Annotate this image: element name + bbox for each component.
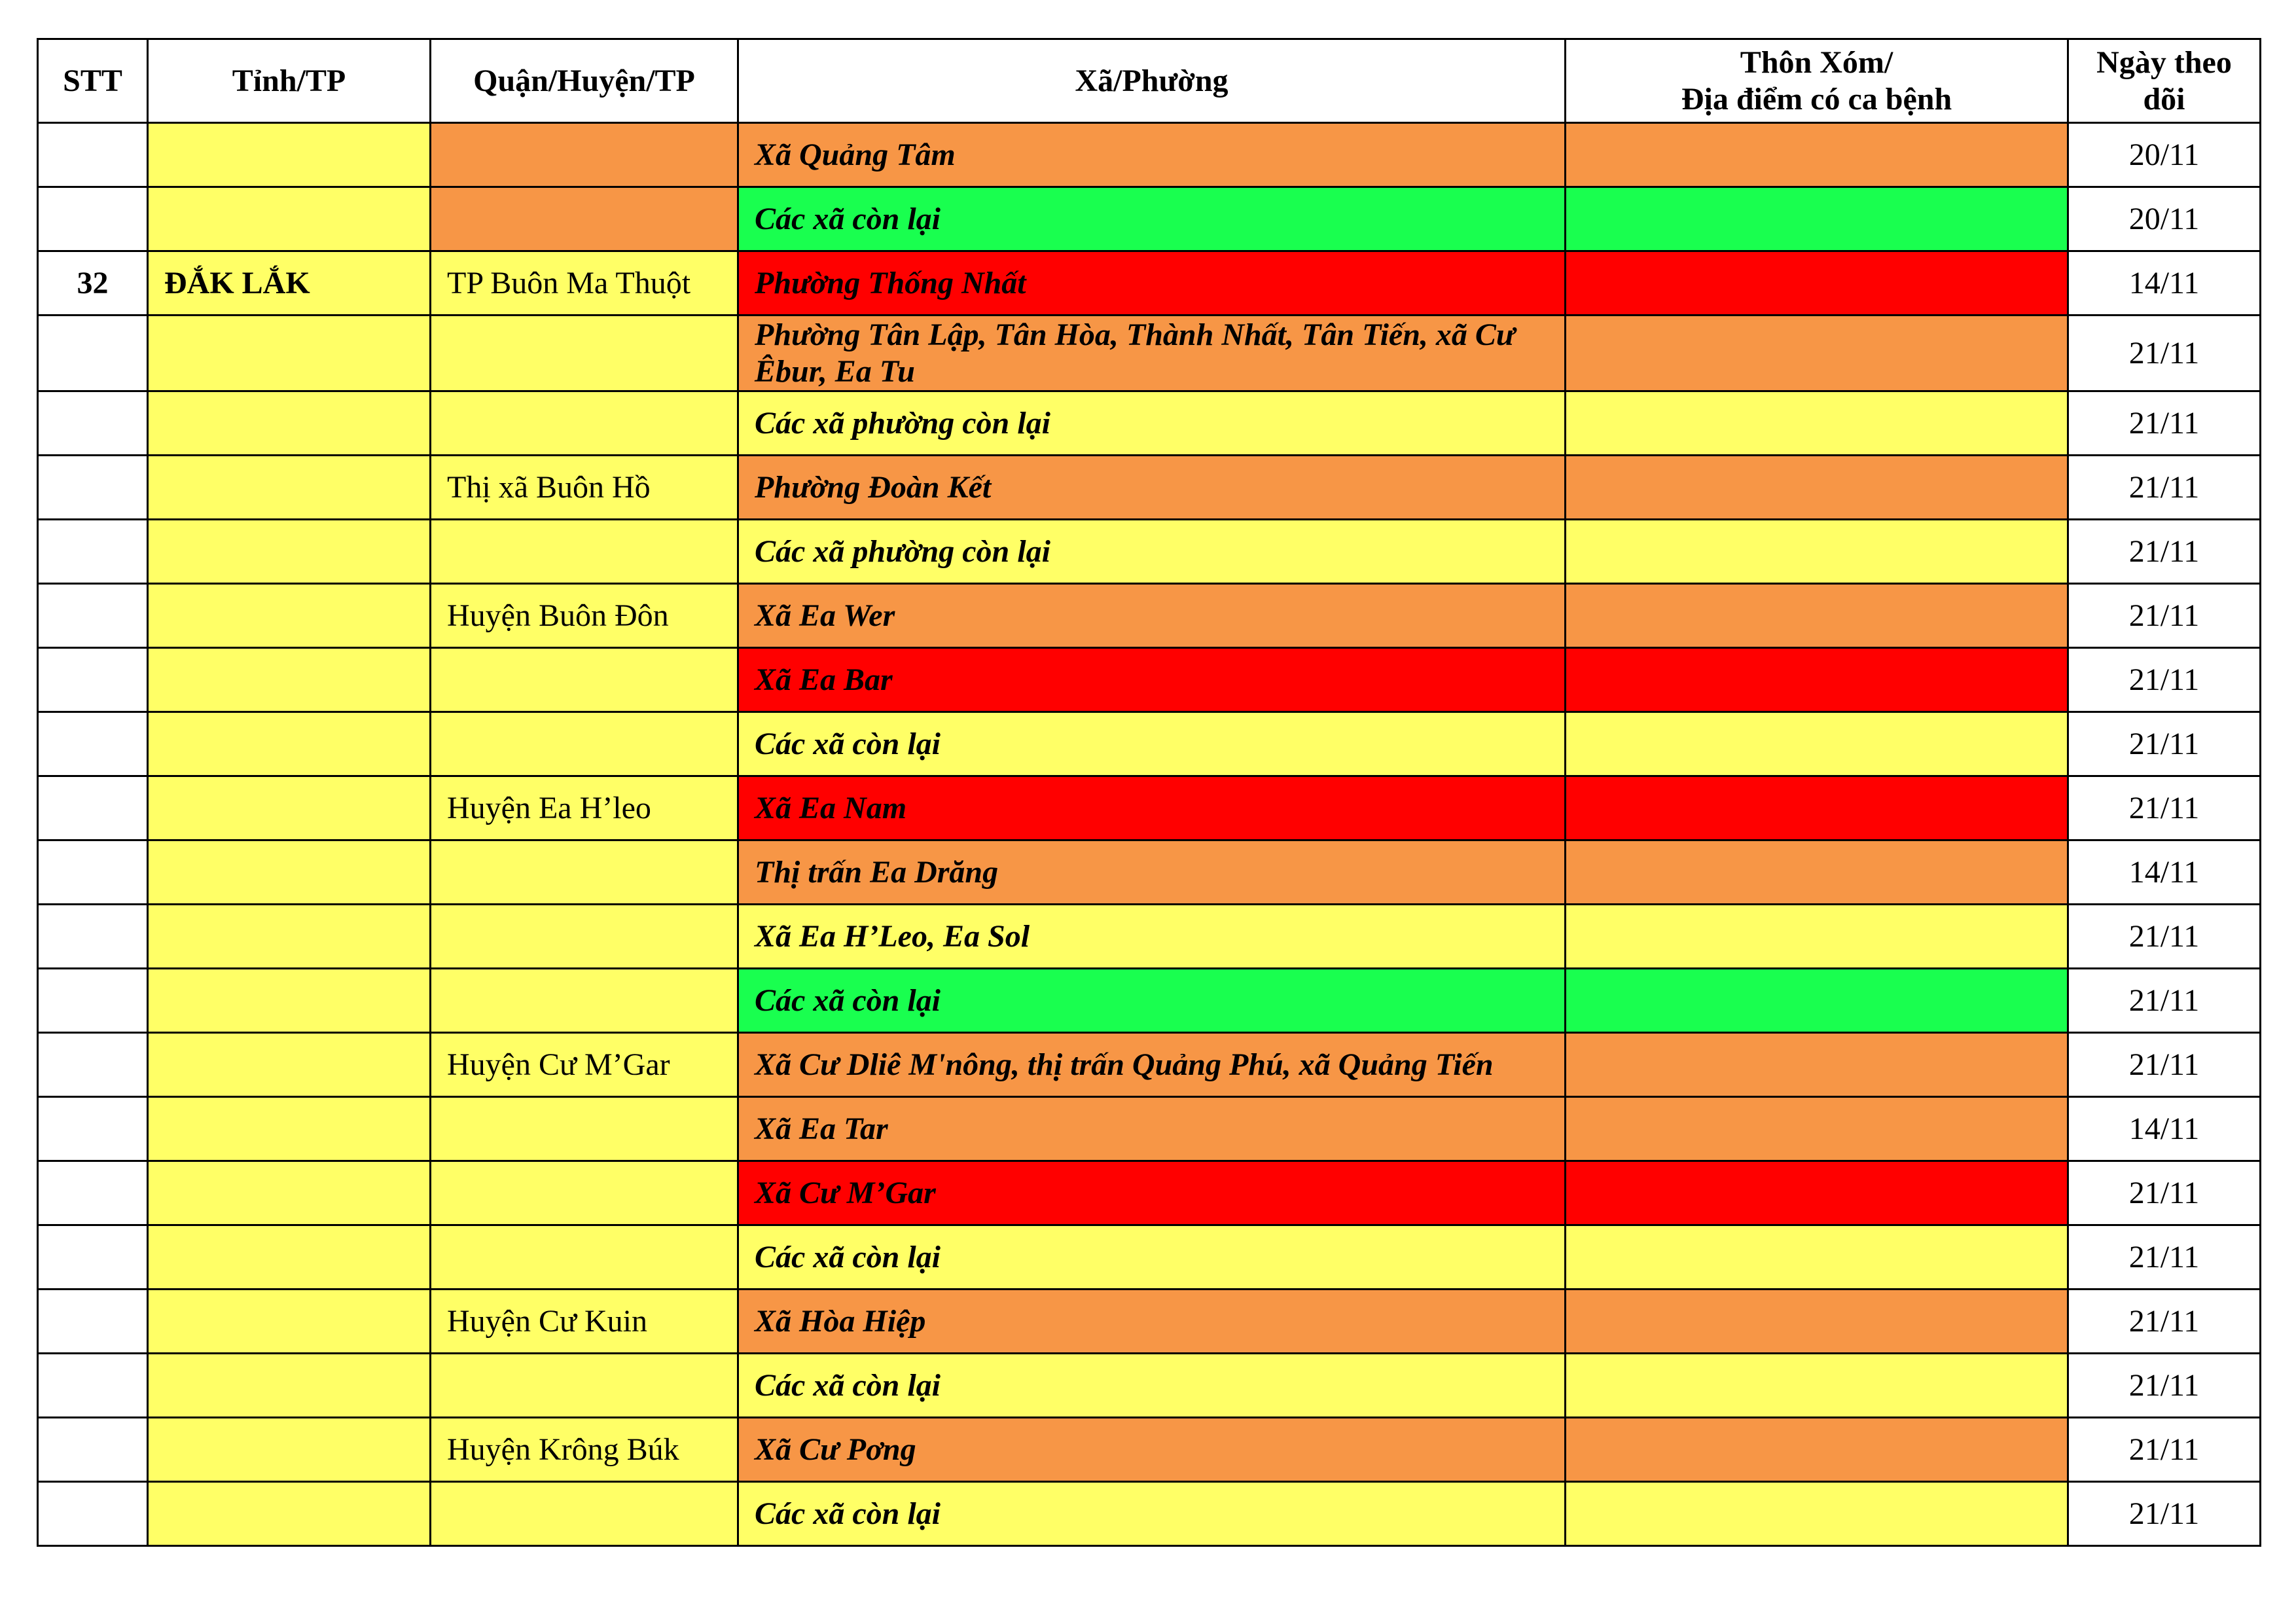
- cell-date: 21/11: [2068, 1418, 2261, 1482]
- cell-district: TP Buôn Ma Thuột: [431, 251, 738, 316]
- cell-ward: Các xã còn lại: [738, 712, 1566, 776]
- cell-province: [148, 1097, 431, 1161]
- cell-stt: [38, 776, 148, 840]
- cell-district: [431, 1482, 738, 1546]
- cell-date: 21/11: [2068, 712, 2261, 776]
- table-row: [38, 187, 2261, 251]
- cell-district: [431, 712, 738, 776]
- cell-stt: [38, 1418, 148, 1482]
- cell-date: 21/11: [2068, 648, 2261, 712]
- table-row: [38, 391, 2261, 456]
- cell-hamlet: [1566, 520, 2068, 584]
- cell-ward: Xã Cư Dliê M'nông, thị trấn Quảng Phú, xã Quảng Tiến: [738, 1033, 1566, 1097]
- cell-district: [431, 648, 738, 712]
- cell-hamlet: [1566, 187, 2068, 251]
- table-row: [38, 776, 2261, 840]
- cell-ward: Xã Ea Wer: [738, 584, 1566, 648]
- table-row: [38, 1290, 2261, 1354]
- document-page: [37, 38, 2259, 1547]
- cell-ward: Xã Quảng Tâm: [738, 123, 1566, 187]
- cell-date: 21/11: [2068, 776, 2261, 840]
- table-row: [38, 584, 2261, 648]
- table-row: [38, 1033, 2261, 1097]
- header-date-line1: Ngày theo: [2096, 45, 2232, 80]
- table-row: [38, 1097, 2261, 1161]
- cell-district: Huyện Krông Búk: [431, 1418, 738, 1482]
- cell-date: 20/11: [2068, 187, 2261, 251]
- cell-hamlet: [1566, 648, 2068, 712]
- cell-district: Thị xã Buôn Hồ: [431, 456, 738, 520]
- cell-province: [148, 1482, 431, 1546]
- cell-ward: Xã Ea Tar: [738, 1097, 1566, 1161]
- cell-district: Huyện Cư Kuin: [431, 1290, 738, 1354]
- header-province: Tỉnh/TP: [148, 39, 431, 123]
- cell-district: [431, 520, 738, 584]
- cell-province: [148, 391, 431, 456]
- cell-hamlet: [1566, 584, 2068, 648]
- cell-province: [148, 1418, 431, 1482]
- cell-ward: Phường Đoàn Kết: [738, 456, 1566, 520]
- cell-date: 14/11: [2068, 840, 2261, 905]
- cell-stt: [38, 1354, 148, 1418]
- cell-stt: [38, 123, 148, 187]
- cell-district: [431, 905, 738, 969]
- cell-ward: Phường Tân Lập, Tân Hòa, Thành Nhất, Tân Tiến, xã Cư Êbur, Ea Tu: [738, 316, 1566, 391]
- cell-stt: [38, 1097, 148, 1161]
- table-row: [38, 840, 2261, 905]
- cell-hamlet: [1566, 1033, 2068, 1097]
- header-date: [2068, 39, 2261, 123]
- header-ward: Xã/Phường: [738, 39, 1566, 123]
- cell-province: [148, 1290, 431, 1354]
- table-row: [38, 969, 2261, 1033]
- cell-ward: Các xã còn lại: [738, 1354, 1566, 1418]
- cell-stt: 32: [38, 251, 148, 316]
- table-row: [38, 520, 2261, 584]
- table-body: [38, 123, 2261, 1546]
- cell-province: [148, 187, 431, 251]
- table-row: [38, 1418, 2261, 1482]
- cell-stt: [38, 1161, 148, 1225]
- table-row: [38, 456, 2261, 520]
- cell-date: 21/11: [2068, 520, 2261, 584]
- cell-province: [148, 712, 431, 776]
- cell-ward: Các xã phường còn lại: [738, 391, 1566, 456]
- cell-province: [148, 1225, 431, 1290]
- header-hamlet-line2: Địa điểm có ca bệnh: [1681, 81, 1952, 117]
- cell-stt: [38, 1225, 148, 1290]
- cell-hamlet: [1566, 776, 2068, 840]
- cell-ward: Các xã phường còn lại: [738, 520, 1566, 584]
- cell-ward: Xã Ea Bar: [738, 648, 1566, 712]
- cell-district: [431, 1097, 738, 1161]
- cell-ward: Xã Hòa Hiệp: [738, 1290, 1566, 1354]
- cell-hamlet: [1566, 1290, 2068, 1354]
- cell-hamlet: [1566, 905, 2068, 969]
- cell-stt: [38, 840, 148, 905]
- cell-date: 20/11: [2068, 123, 2261, 187]
- cell-date: 21/11: [2068, 456, 2261, 520]
- cell-stt: [38, 969, 148, 1033]
- header-hamlet: [1566, 39, 2068, 123]
- cell-hamlet: [1566, 969, 2068, 1033]
- cell-stt: [38, 391, 148, 456]
- cell-district: [431, 187, 738, 251]
- cell-stt: [38, 187, 148, 251]
- cell-ward: Các xã còn lại: [738, 1482, 1566, 1546]
- cell-hamlet: [1566, 391, 2068, 456]
- cell-stt: [38, 584, 148, 648]
- cell-ward: Các xã còn lại: [738, 1225, 1566, 1290]
- cell-district: [431, 1161, 738, 1225]
- cell-province: [148, 969, 431, 1033]
- table-row: [38, 1225, 2261, 1290]
- cell-date: 21/11: [2068, 1161, 2261, 1225]
- cell-ward: Các xã còn lại: [738, 969, 1566, 1033]
- cell-province: [148, 1354, 431, 1418]
- cell-province: [148, 520, 431, 584]
- cell-hamlet: [1566, 456, 2068, 520]
- cell-hamlet: [1566, 1097, 2068, 1161]
- cell-province: [148, 1161, 431, 1225]
- cell-hamlet: [1566, 840, 2068, 905]
- cell-stt: [38, 520, 148, 584]
- cell-province: [148, 123, 431, 187]
- table-row: [38, 1482, 2261, 1546]
- cell-province: [148, 905, 431, 969]
- cell-district: [431, 840, 738, 905]
- cell-province: [148, 1033, 431, 1097]
- cell-province: [148, 776, 431, 840]
- cell-hamlet: [1566, 123, 2068, 187]
- cell-ward: Phường Thống Nhất: [738, 251, 1566, 316]
- cell-stt: [38, 1033, 148, 1097]
- cell-district: [431, 1225, 738, 1290]
- cell-date: 21/11: [2068, 1225, 2261, 1290]
- cell-date: 21/11: [2068, 969, 2261, 1033]
- cell-district: [431, 969, 738, 1033]
- cell-date: 21/11: [2068, 1290, 2261, 1354]
- cell-hamlet: [1566, 1225, 2068, 1290]
- cell-date: 21/11: [2068, 316, 2261, 391]
- cell-date: 14/11: [2068, 1097, 2261, 1161]
- cell-stt: [38, 1290, 148, 1354]
- table-row: [38, 251, 2261, 316]
- cell-ward: Xã Ea H’Leo, Ea Sol: [738, 905, 1566, 969]
- cell-province: [148, 840, 431, 905]
- table-row: [38, 123, 2261, 187]
- cell-hamlet: [1566, 251, 2068, 316]
- cell-hamlet: [1566, 1418, 2068, 1482]
- header-stt: STT: [38, 39, 148, 123]
- cell-ward: Các xã còn lại: [738, 187, 1566, 251]
- cell-ward: Xã Ea Nam: [738, 776, 1566, 840]
- table-row: [38, 905, 2261, 969]
- cell-stt: [38, 456, 148, 520]
- cell-date: 21/11: [2068, 391, 2261, 456]
- cell-ward: Xã Cư Pơng: [738, 1418, 1566, 1482]
- cell-province: [148, 456, 431, 520]
- cell-date: 21/11: [2068, 1354, 2261, 1418]
- cell-hamlet: [1566, 1161, 2068, 1225]
- header-hamlet-line1: Thôn Xóm/: [1740, 45, 1893, 80]
- cell-stt: [38, 316, 148, 391]
- cell-district: Huyện Ea H’leo: [431, 776, 738, 840]
- cell-stt: [38, 1482, 148, 1546]
- cell-stt: [38, 648, 148, 712]
- cell-province: [148, 648, 431, 712]
- table-row: [38, 1354, 2261, 1418]
- table-row: [38, 712, 2261, 776]
- table-row: [38, 1161, 2261, 1225]
- cell-ward: Xã Cư M’Gar: [738, 1161, 1566, 1225]
- cell-district: Huyện Buôn Đôn: [431, 584, 738, 648]
- cell-stt: [38, 712, 148, 776]
- cell-district: [431, 1354, 738, 1418]
- cell-hamlet: [1566, 1482, 2068, 1546]
- table-header: [38, 39, 2261, 123]
- cell-date: 21/11: [2068, 1033, 2261, 1097]
- header-district: Quận/Huyện/TP: [431, 39, 738, 123]
- cell-district: Huyện Cư M’Gar: [431, 1033, 738, 1097]
- cell-stt: [38, 905, 148, 969]
- cell-province: [148, 316, 431, 391]
- cell-hamlet: [1566, 1354, 2068, 1418]
- table-row: [38, 316, 2261, 391]
- cell-hamlet: [1566, 316, 2068, 391]
- cell-province: ĐẮK LẮK: [148, 251, 431, 316]
- covid-risk-table: [37, 38, 2261, 1547]
- cell-district: [431, 391, 738, 456]
- table-row: [38, 648, 2261, 712]
- cell-date: 21/11: [2068, 1482, 2261, 1546]
- cell-date: 21/11: [2068, 584, 2261, 648]
- cell-ward: Thị trấn Ea Drăng: [738, 840, 1566, 905]
- cell-hamlet: [1566, 712, 2068, 776]
- cell-district: [431, 123, 738, 187]
- cell-district: [431, 316, 738, 391]
- cell-date: 21/11: [2068, 905, 2261, 969]
- header-date-line2: dõi: [2143, 81, 2185, 117]
- header-row: [38, 39, 2261, 123]
- cell-province: [148, 584, 431, 648]
- cell-date: 14/11: [2068, 251, 2261, 316]
